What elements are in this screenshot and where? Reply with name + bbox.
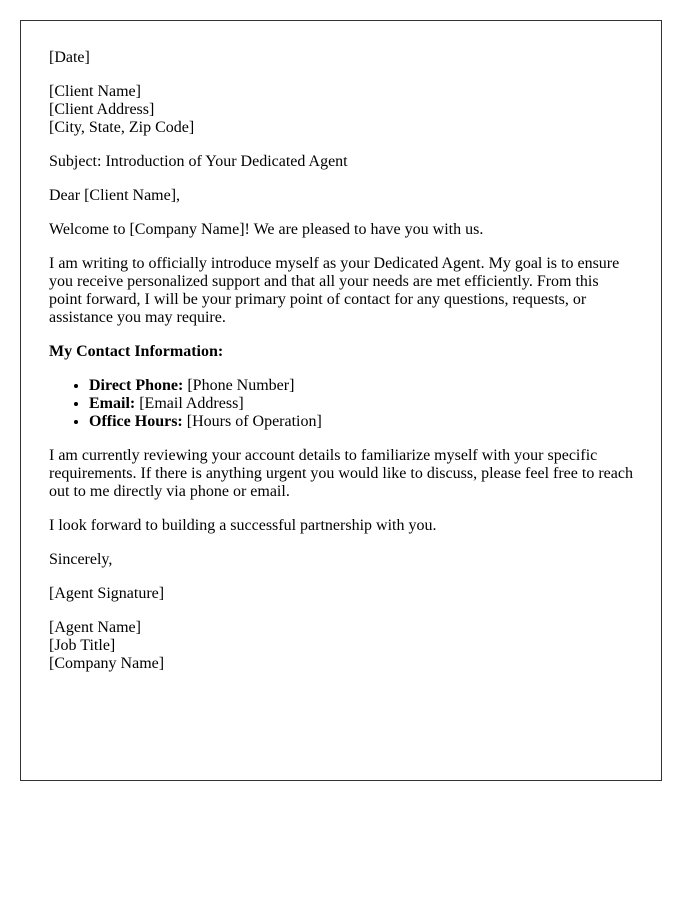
sender-name: [Agent Name]: [49, 619, 141, 636]
date: [Date]: [49, 49, 90, 66]
sender-title: [Job Title]: [49, 637, 116, 654]
signoff: Sincerely,: [49, 551, 113, 568]
intro-paragraph: I am writing to officially introduce myself as your Dedicated Agent. My goal is to ensure you receive personalized support and that all your needs are met efficiently. From this point forward, I will be your primary point of contact for any questions, requests, or assistance you may require.: [49, 255, 620, 326]
letter: [20, 20, 662, 781]
signature: [Agent Signature]: [49, 585, 165, 602]
closing-paragraph: I look forward to building a successful partnership with you.: [49, 517, 437, 534]
recipient-address: [49, 83, 633, 137]
recipient-name: [Client Name]: [49, 83, 141, 100]
sender-block: [49, 619, 633, 673]
welcome-paragraph: Welcome to [Company Name]! We are pleased to have you with us.: [49, 221, 484, 238]
contact-item-email: • Email: [Email Address]: [89, 395, 633, 413]
recipient-street: [Client Address]: [49, 101, 155, 118]
contact-item-phone: • Direct Phone: [Phone Number]: [89, 377, 633, 395]
contact-item-hours: • Office Hours: [Hours of Operation]: [89, 413, 633, 431]
contact-list: [49, 377, 633, 431]
sender-company: [Company Name]: [49, 655, 165, 672]
salutation: Dear [Client Name],: [49, 187, 181, 204]
review-paragraph: I am currently reviewing your account details to familiarize myself with your specific requirements. If there is anything urgent you would like to discuss, please feel free to reach out to me directly via phone or email.: [49, 447, 633, 500]
subject-line: Subject: Introduction of Your Dedicated Agent: [49, 153, 348, 170]
recipient-city: [City, State, Zip Code]: [49, 119, 195, 136]
contact-heading: My Contact Information:: [49, 343, 224, 360]
